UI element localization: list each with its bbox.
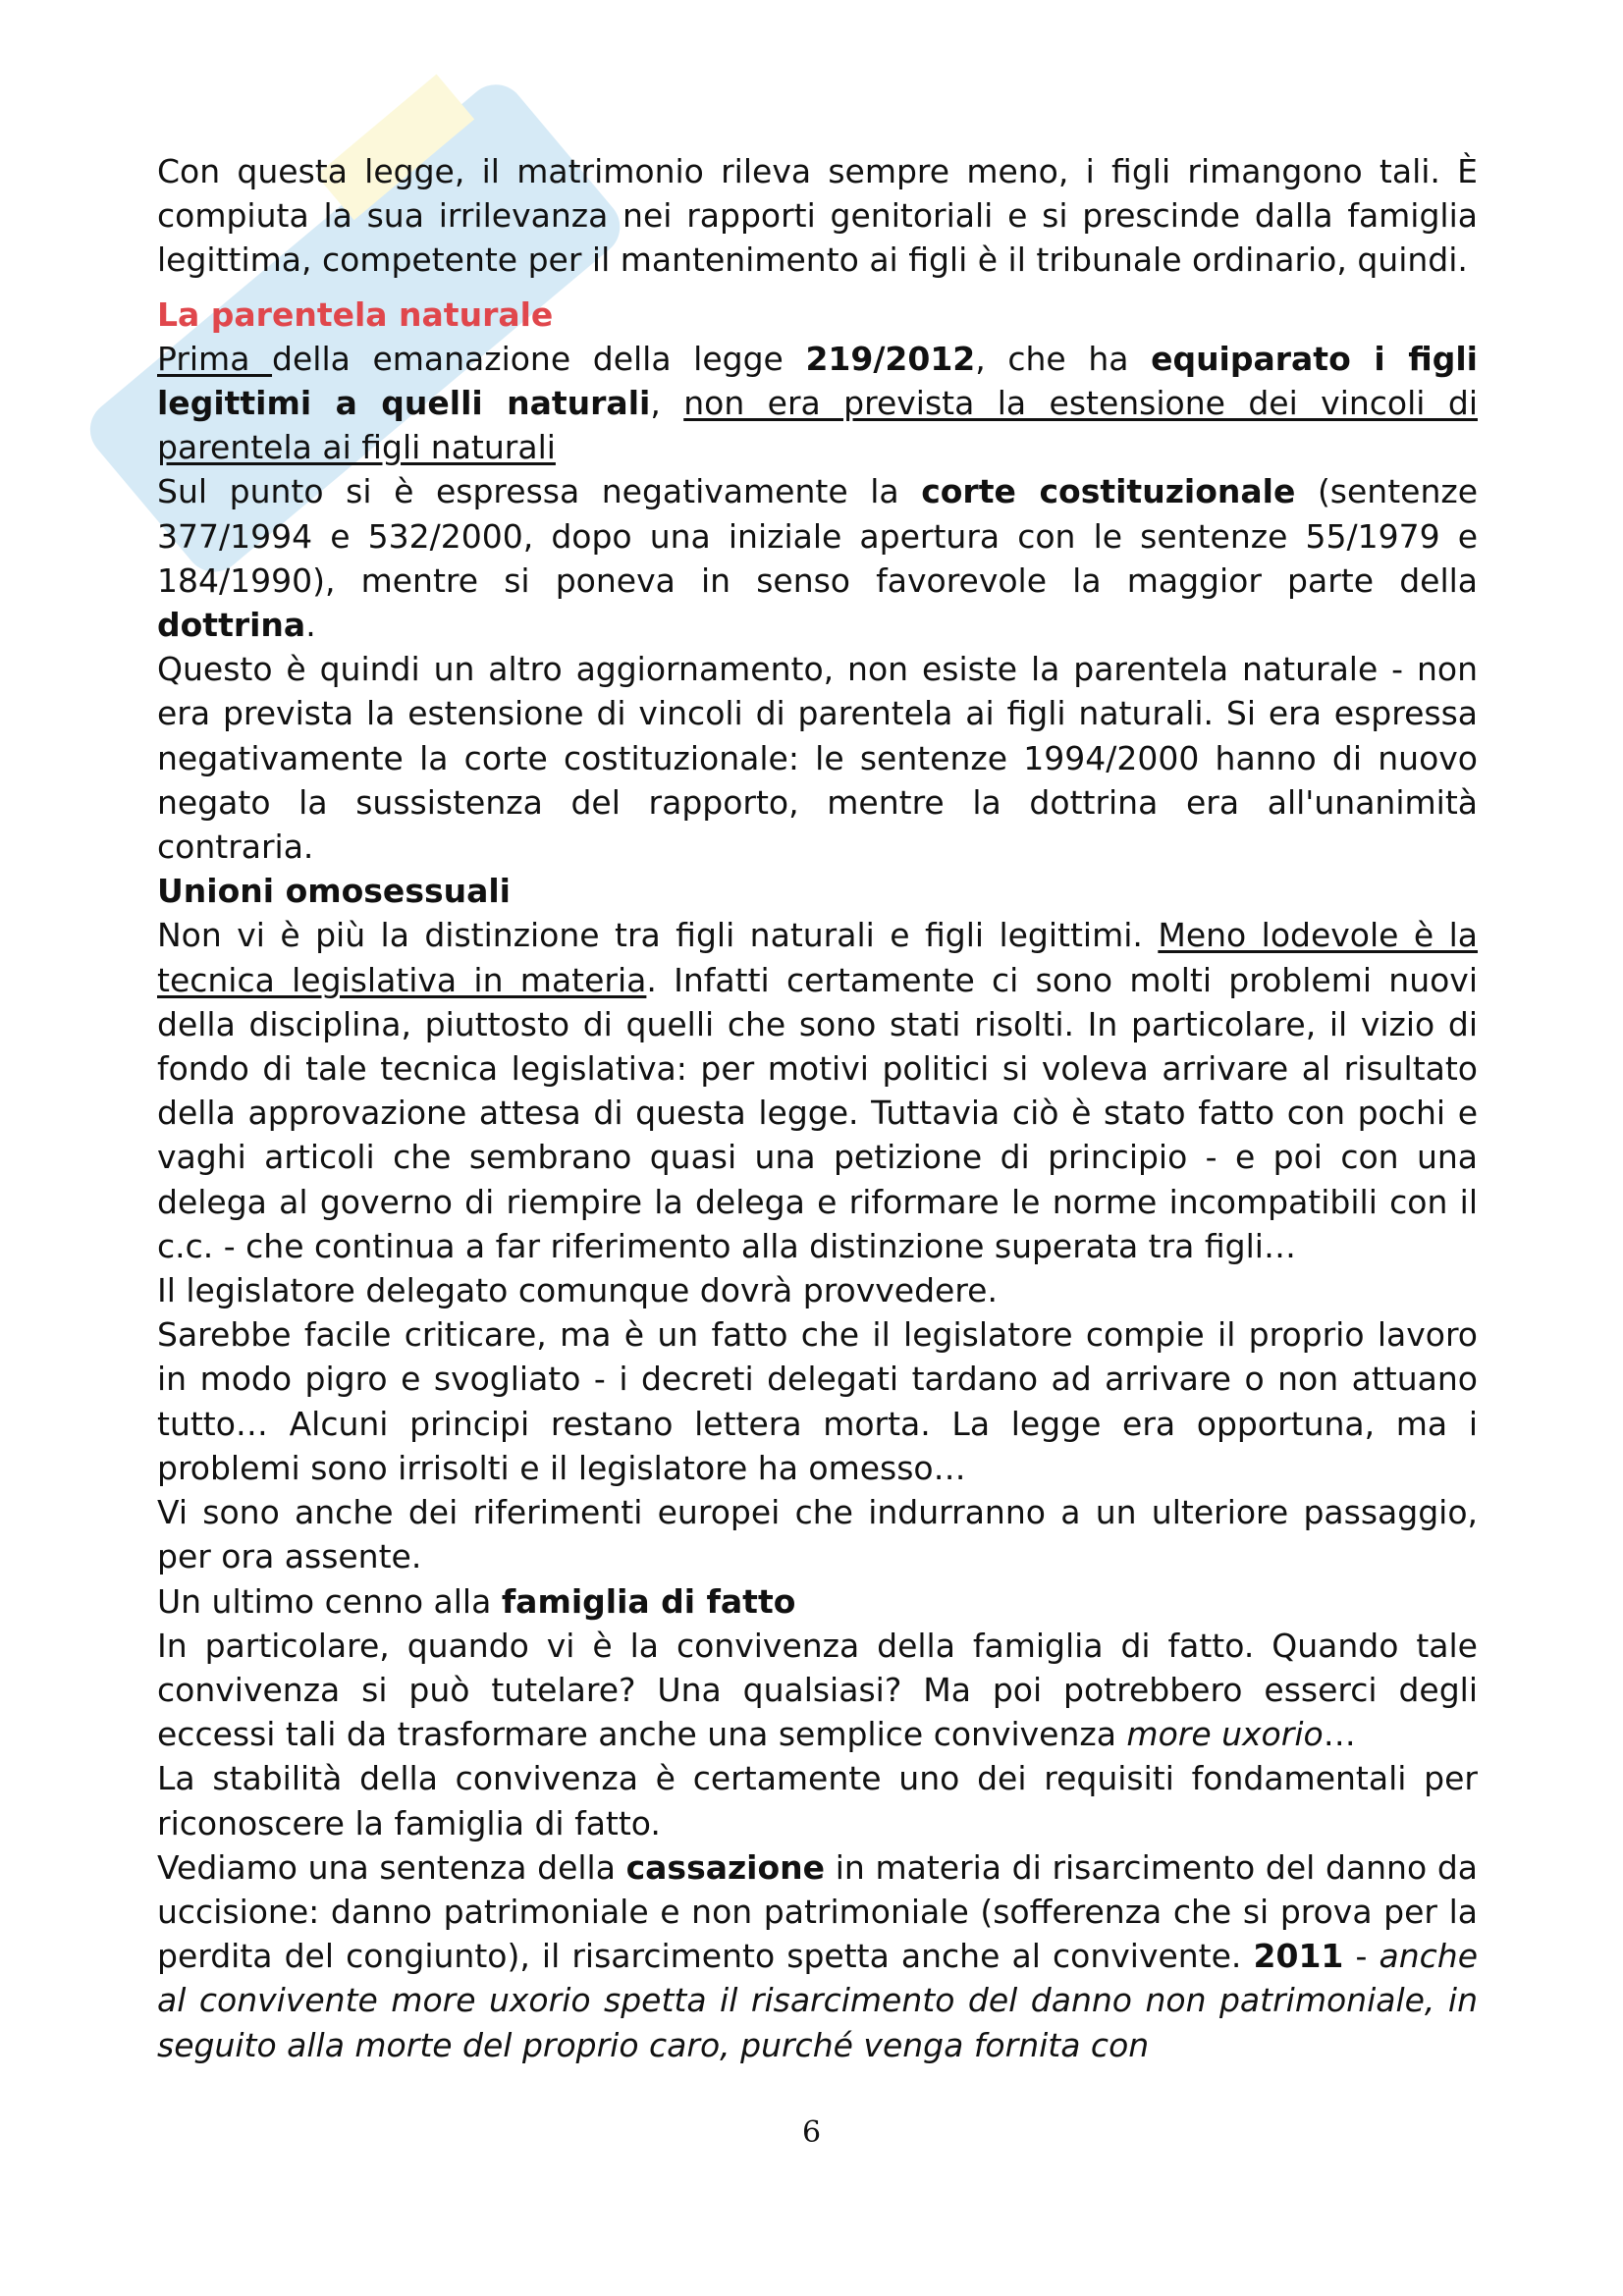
paragraph (157, 1845, 1478, 2067)
bold-text: 219/2012 (805, 339, 976, 378)
text-run: Non vi è più la distinzione tra figli naturali e figli legittimi. (157, 916, 1159, 955)
paragraph: Questo è quindi un altro aggiornamento, non esiste la parentela naturale - non era prevista la estensione di vincoli di parentela ai figli naturali. Si era espressa negativamente la corte costituzionale: le sentenze 1994/2000 hanno di nuovo negato la sussistenza del rapporto, mentre la dottrina era all'unanimità contraria. (157, 650, 1478, 867)
paragraph (157, 1579, 1478, 1624)
underlined-text: Prima (157, 339, 273, 378)
text-run: Un ultimo cenno alla (157, 1581, 502, 1621)
paragraph (157, 469, 1478, 647)
italic-text: anche al convivente more uxorio spetta il risarcimento del danno non patrimoniale, in seguito alla morte del proprio caro, purché venga fornita con (157, 1937, 1478, 2064)
paragraph (157, 913, 1478, 1268)
text-run: . Infatti certamente ci sono molti problemi nuovi della disciplina, piuttosto di quelli che sono stati risolti. In particolare, il vizio di fondo di tale tecnica legislativa: per motivi politici si voleva arrivare al risultato della approvazione attesa di questa legge. Tuttavia ciò è stato fatto con pochi e vaghi articoli che sembrano quasi una petizione di principio - e poi con una delega al governo di riempire la delega e riformare le norme incompatibili con il c.c. - che continua a far riferimento alla distinzione superata tra figli… (157, 960, 1479, 1265)
text-run: della emanazione della legge (272, 339, 806, 378)
text-run: Sul punto si è espressa negativamente la (157, 472, 922, 511)
bold-text: equiparato i figli legittimi a quelli naturali (157, 339, 1478, 423)
document-body (157, 149, 1478, 2067)
paragraph: La stabilità della convivenza è certamente uno dei requisiti fondamentali per riconoscere la famiglia di fatto. (157, 1759, 1478, 1842)
text-run: - (1343, 1937, 1380, 1976)
paragraph: Sarebbe facile criticare, ma è un fatto che il legislatore compie il proprio lavoro in modo pigro e svogliato - i decreti delegati tardano ad arrivare o non attuano tutto… Alcuni principi restano lettera morta. La legge era opportuna, ma i problemi sono irrisolti e il legislatore ha omesso… (157, 1315, 1478, 1487)
paragraph: Con questa legge, il matrimonio rileva sempre meno, i figli rimangono tali. È compiuta la sua irrilevanza nei rapporti genitoriali e si prescinde dalla famiglia legittima, competente per il mantenimento ai figli è il tribunale ordinario, quindi. (157, 152, 1478, 280)
bold-text: cassazione (625, 1847, 826, 1887)
underlined-text: non era prevista la estensione dei vincoli di parentela ai figli naturali (157, 384, 1478, 467)
text-run: (sentenze 377/1994 e 532/2000, dopo una iniziale apertura con le sentenze 55/1979 e 184/1990), mentre si poneva in senso favorevole la maggior parte della (157, 472, 1479, 600)
section-heading: Unioni omosessuali (157, 872, 511, 911)
text-run: Vediamo una sentenza della (157, 1847, 626, 1887)
paragraph: Vi sono anche dei riferimenti europei che indurranno a un ulteriore passaggio, per ora assente. (157, 1493, 1478, 1576)
text-run: . (305, 606, 316, 645)
bold-text: corte costituzionale (921, 472, 1296, 511)
text-run: In particolare, quando vi è la convivenza della famiglia di fatto. Quando tale convivenza si può tutelare? Una qualsiasi? Ma poi potrebbero esserci degli eccessi tali da trasformare anche una semplice convivenza (157, 1626, 1478, 1754)
bold-text: 2011 (1253, 1937, 1344, 1976)
italic-text: more uxorio (1126, 1715, 1324, 1754)
text-run: , (650, 384, 684, 423)
bold-text: dottrina (157, 606, 306, 645)
paragraph: Il legislatore delegato comunque dovrà provvedere. (157, 1271, 998, 1310)
section-heading: La parentela naturale (157, 294, 554, 334)
underlined-text: Meno lodevole è la tecnica legislativa in materia (157, 916, 1479, 999)
paragraph (157, 337, 1478, 470)
text-run: … (1323, 1715, 1356, 1754)
paragraph (157, 1624, 1478, 1757)
page-number: 6 (801, 2115, 822, 2150)
text-run: in materia di risarcimento del danno da uccisione: danno patrimoniale e non patrimoniale (sofferenza che si prova per la perdita del congiunto), il risarcimento spetta anche al convivente. (157, 1847, 1478, 1976)
text-run: , che ha (975, 339, 1152, 378)
bold-text: famiglia di fatto (501, 1581, 796, 1621)
